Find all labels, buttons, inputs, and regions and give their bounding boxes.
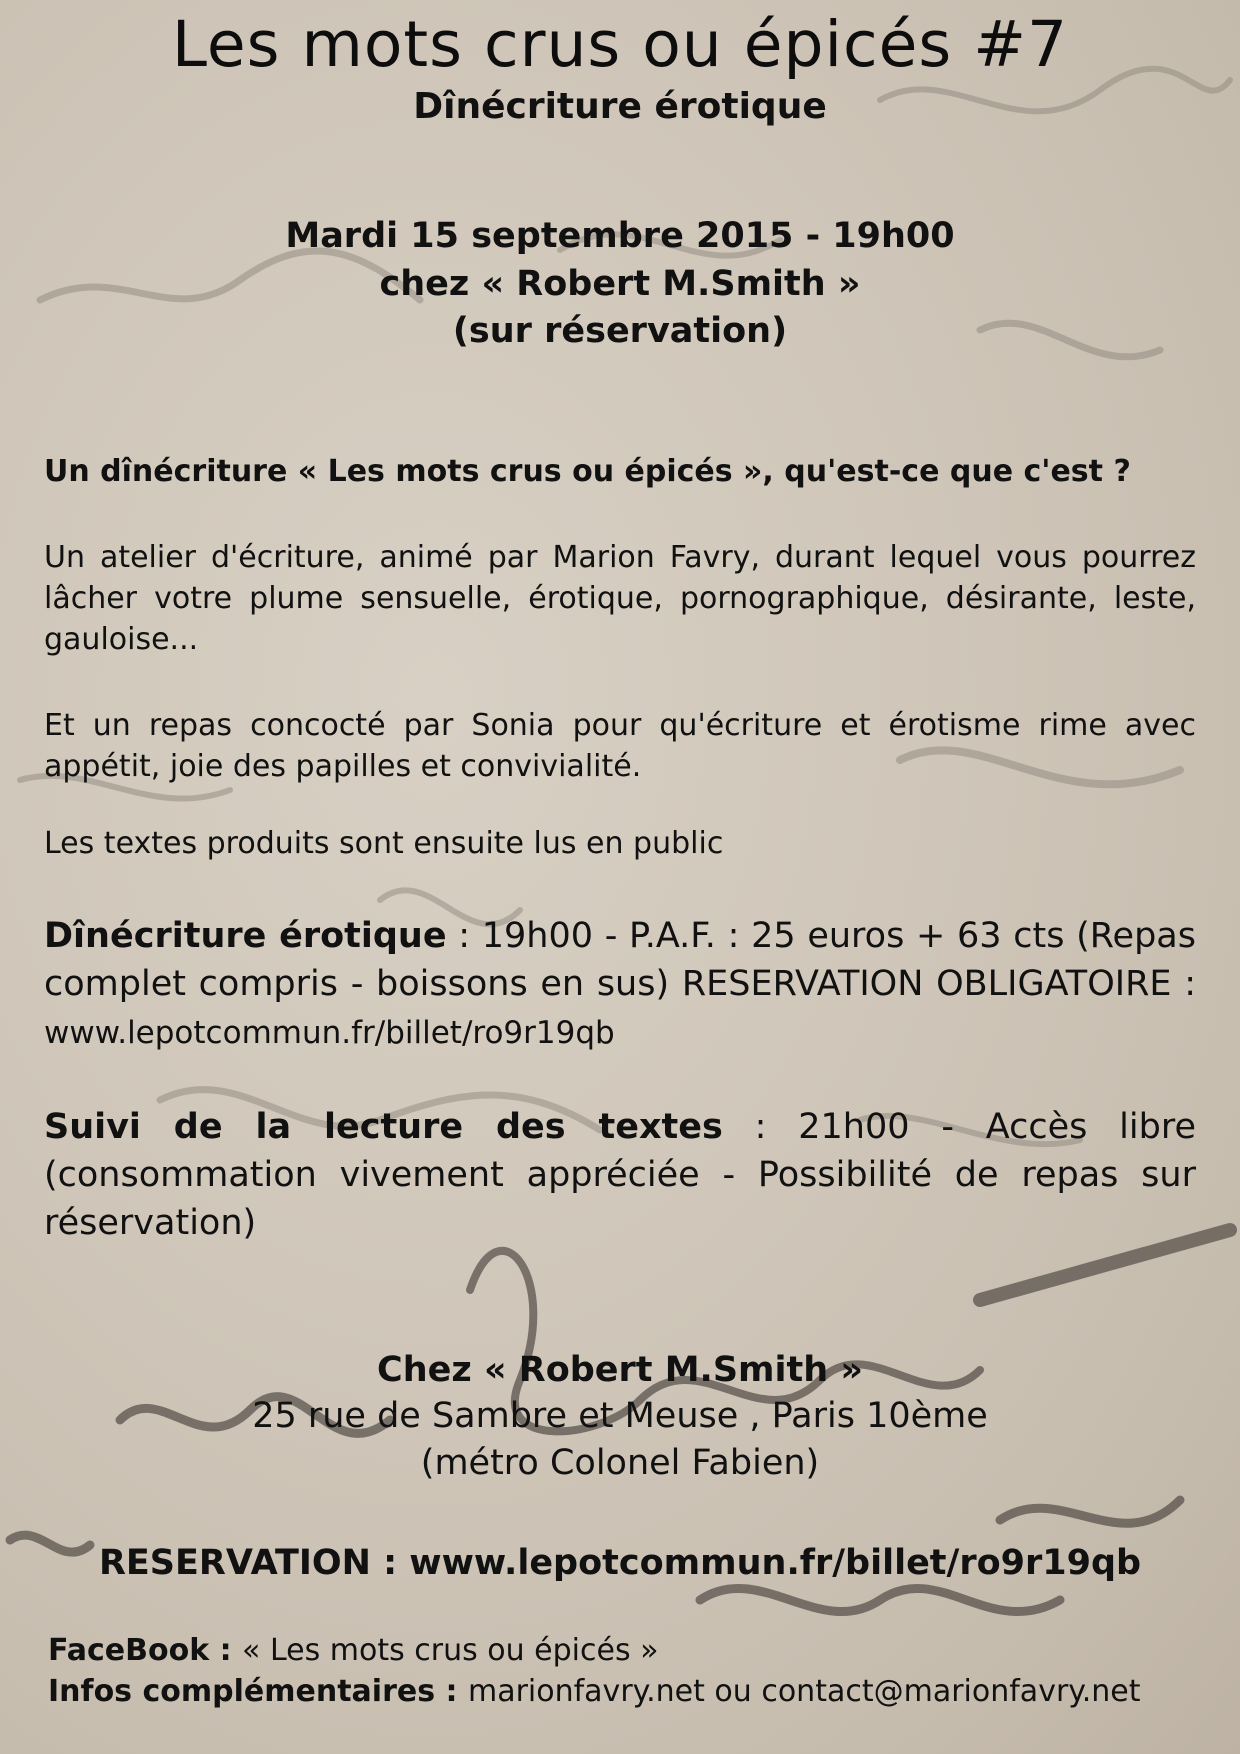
venue-name: Chez « Robert M.Smith » (377, 1350, 863, 1390)
event-date: Mardi 15 septembre 2015 - 19h00 (285, 216, 955, 256)
page-subtitle: Dînécriture érotique (413, 86, 827, 127)
event-note: (sur réservation) (452, 311, 788, 351)
dinner-details: : 19h00 - P.A.F. : 25 euros + 63 cts (Repas complet compris - boissons en sus) RESERVATION OBLIGATOIRE : (44, 916, 1196, 1004)
dinner-info (44, 912, 1196, 1057)
infos-label: Infos complémentaires : (48, 1674, 468, 1709)
reservation-link[interactable]: www.lepotcommun.fr/billet/ro9r19qb (409, 1543, 1142, 1583)
reading-label: Suivi de la lecture des textes (44, 1107, 723, 1147)
reading-info (44, 1103, 1196, 1247)
reservation-line (0, 1543, 1240, 1583)
dinner-reservation-link[interactable]: www.lepotcommun.fr/billet/ro9r19qb (44, 1015, 615, 1051)
facebook-page[interactable]: « Les mots crus ou épicés » (242, 1633, 659, 1668)
infos-line (48, 1674, 1141, 1709)
reservation-label: RESERVATION : (98, 1543, 410, 1583)
intro-paragraph-reading: Les textes produits sont ensuite lus en public (44, 826, 724, 861)
reading-details: : 21h00 - Accès libre (consommation vivement appréciée - Possibilité de repas sur réservation) (44, 1107, 1196, 1243)
facebook-label: FaceBook : (48, 1633, 243, 1668)
venue-address: 25 rue de Sambre et Meuse , Paris 10ème (252, 1396, 988, 1436)
dinner-label: Dînécriture érotique (44, 916, 447, 956)
infos-contact[interactable]: marionfavry.net ou contact@marionfavry.net (467, 1674, 1141, 1709)
intro-question: Un dînécriture « Les mots crus ou épicés », qu'est-ce que c'est ? (44, 454, 1131, 489)
intro-paragraph-meal: Et un repas concocté par Sonia pour qu'écriture et érotisme rime avec appétit, joie des papilles et convivialité. (44, 708, 1196, 784)
intro-paragraph-workshop: Un atelier d'écriture, animé par Marion Favry, durant lequel vous pourrez lâcher votre plume sensuelle, érotique, pornographique, désirante, leste, gauloise... (44, 540, 1196, 657)
venue-metro: (métro Colonel Fabien) (420, 1443, 820, 1483)
event-venue: chez « Robert M.Smith » (379, 264, 861, 304)
facebook-line (48, 1633, 658, 1668)
page-title: Les mots crus ou épicés #7 (171, 8, 1069, 81)
